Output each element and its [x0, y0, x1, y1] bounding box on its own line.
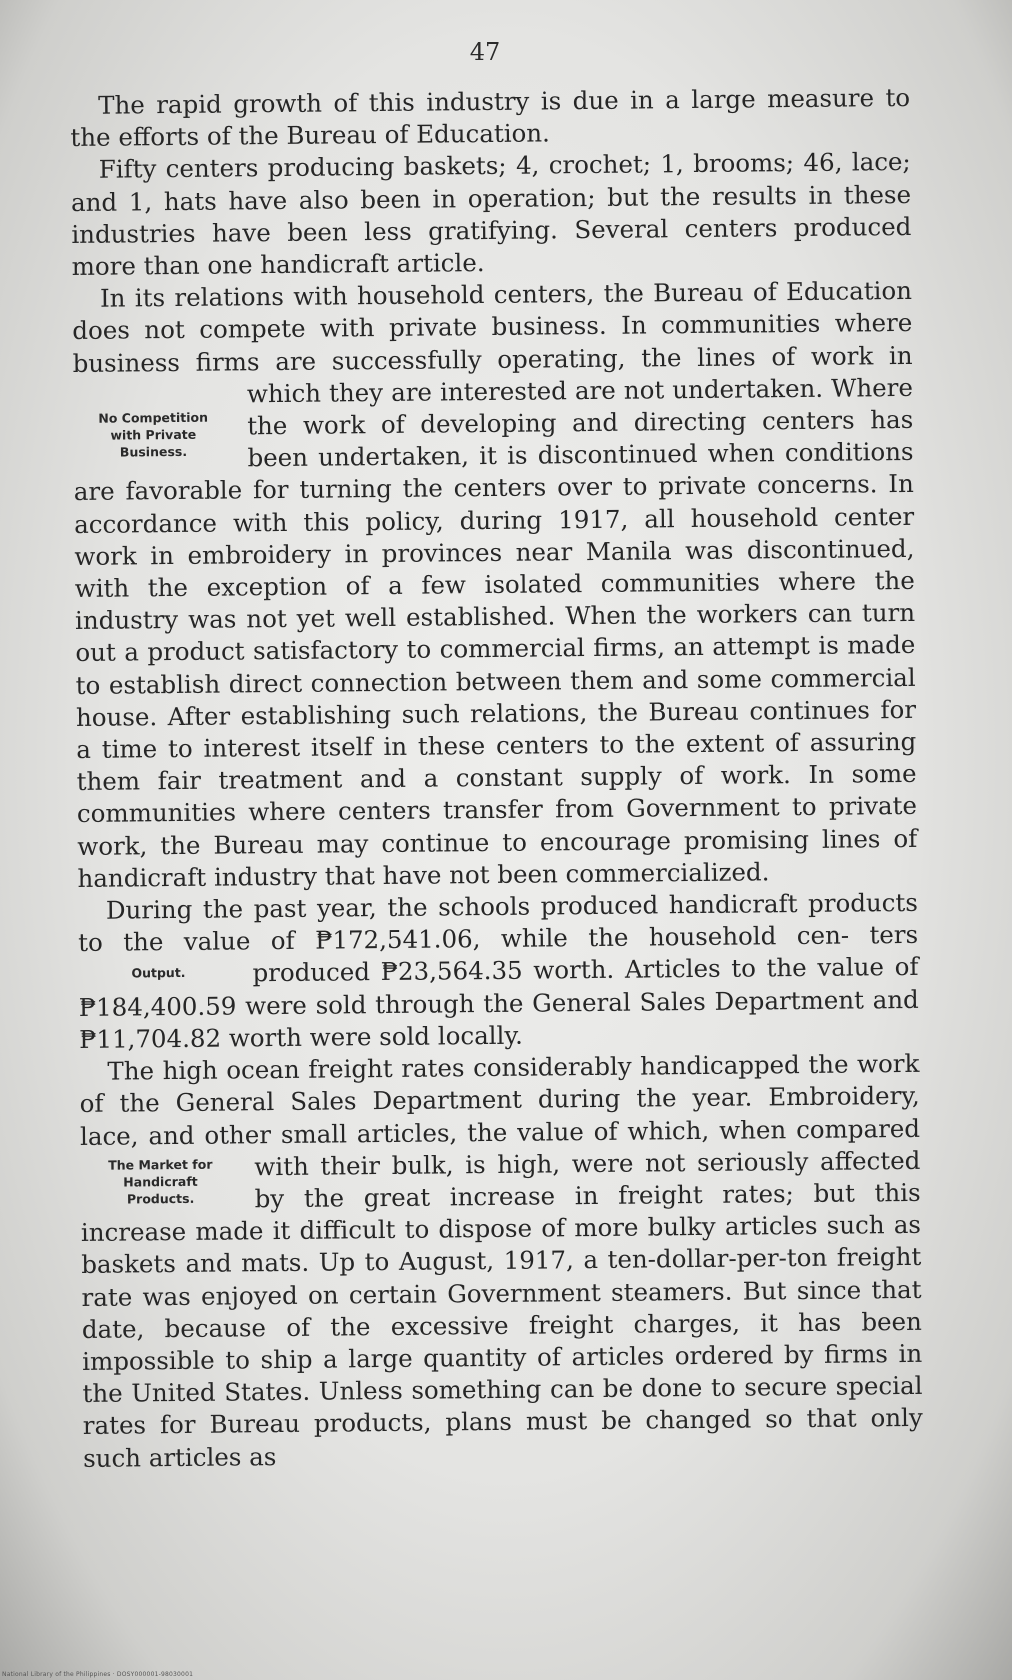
side-note-line: No Competition	[98, 409, 209, 426]
paragraph-2: Fifty centers producing baskets; 4, crochet; 1, brooms; 46, lace; and 1, hats have also been in operation; but the results in these industries have been less gratifying. Several centers produced more than one handicraft article.	[70, 147, 912, 282]
paragraph-5	[79, 1048, 923, 1475]
page-number: 47	[469, 38, 501, 66]
side-note-line: Business.	[119, 443, 188, 460]
side-note-no-competition	[73, 408, 233, 461]
paragraph-3-rest: in which they are interested are not undertaken. Where the work of developing and directing centers has been undertaken, it is discontinued when conditions are favorable for turning the centers over to private concerns. In accordance with this policy, during 1917, all household center work in embroidery in provinces near Manila was discontinued, with the exception of a few isolated communities where the industry was not yet well established. When the workers can turn out a product satisfactory to commercial firms, an attempt is made to establish direct connection between them and some commercial house. After establishing such relations, the Bureau continues for a time to interest itself in these centers to the extent of assuring them fair treatment and a constant supply of work. In some communities where centers transfer from Government to private work, the Bureau may continue to encourage promising lines of handicraft industry that have not been commercialized.	[73, 340, 918, 893]
paragraph-5-rest: compared with their bulk, is high, were not seriously affected by the great increase in freight rates; but this increase made it difficult to dispose of more bulky articles such as baskets and mats. Up to August, 1917, a ten-dollar-per-ton freight rate was enjoyed on certain Government steamers. But since that date, because of the excessive freight charges, it has been impossible to ship a large quantity of articles ordered by firms in the United States. Unless something can be done to secure special rates for Bureau products, plans must be changed so that only such articles as	[80, 1113, 923, 1473]
paragraph-3-start: In its relations with household centers, the Bureau of Education does not compete with private business. In communities where business firms are successfully operating, the lines of work	[72, 276, 913, 378]
paragraph-5-start: The high ocean freight rates considerably handicapped the work of the General Sales Department during the year. Embroidery, lace, and other small articles, the value of which, when	[79, 1048, 920, 1151]
side-note-line: Output.	[131, 965, 186, 981]
side-note-line: The Market for	[108, 1156, 213, 1173]
paragraph-4	[78, 887, 920, 1056]
side-note-line: Handicraft	[123, 1173, 198, 1190]
body-text	[70, 82, 923, 1475]
paragraph-4-start: During the past year, the schools produced handicraft products to the value of ₱172,541.06, while the household cen-	[78, 887, 918, 958]
side-note-line: Products.	[126, 1190, 195, 1207]
paragraph-4-rest: ters produced ₱23,564.35 worth. Articles to the value of ₱184,400.59 were sold through the General Sales Department and ₱11,704.82 worth were sold locally.	[78, 920, 919, 1054]
side-note-output	[78, 964, 238, 983]
archive-credit: National Library of the Philippines · DOSY000001-98030001	[2, 1671, 194, 1678]
side-note-market	[80, 1155, 240, 1208]
paragraph-1: The rapid growth of this industry is due in a large measure to the efforts of the Bureau of Education.	[70, 82, 911, 153]
side-note-line: with Private	[110, 426, 197, 443]
paragraph-3	[72, 275, 918, 895]
